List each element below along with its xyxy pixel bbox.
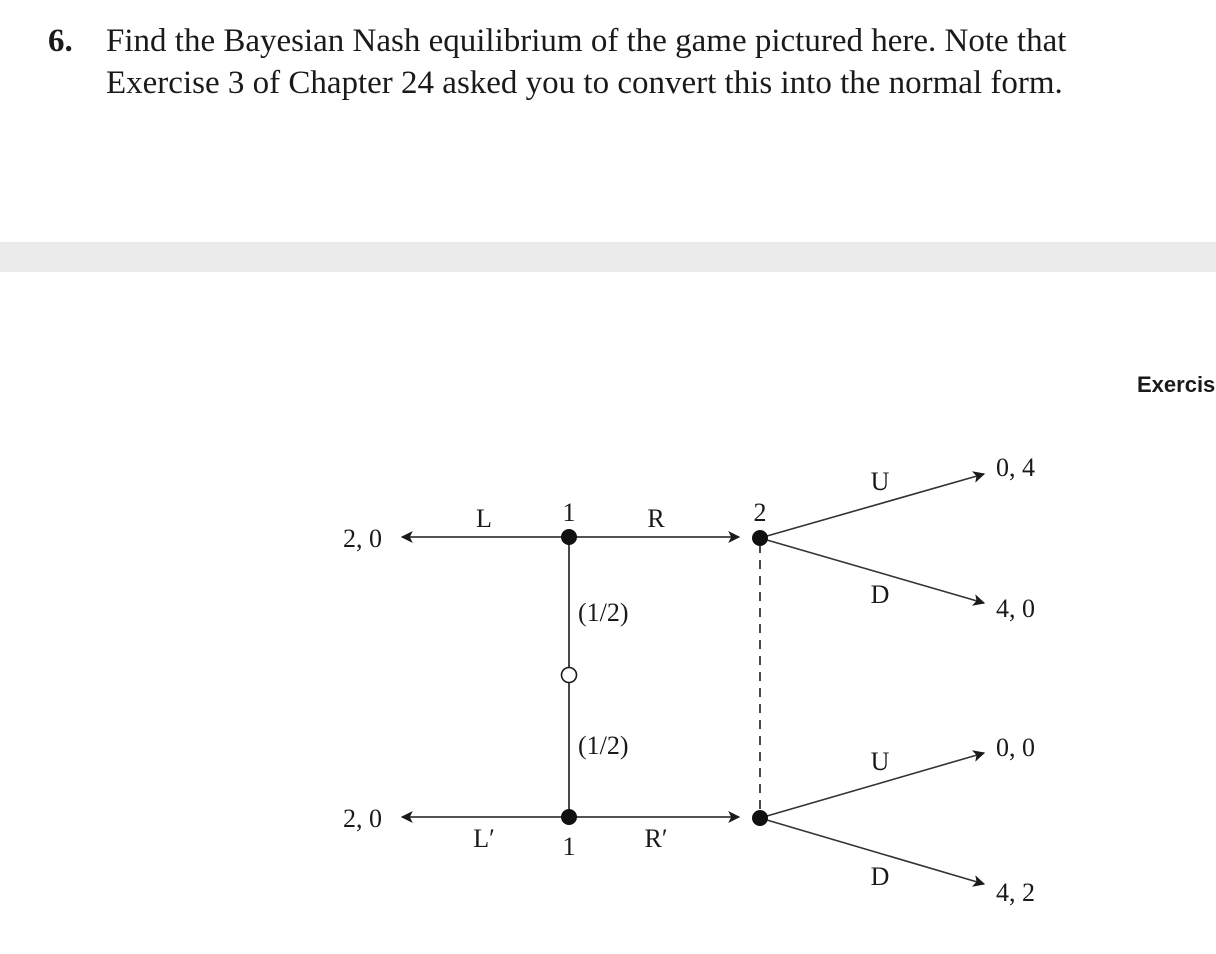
decision-node-bottom-player2	[752, 810, 768, 826]
nature-node	[562, 668, 577, 683]
action-label-bottom-right: R′	[644, 824, 668, 853]
action-label-p2-bottom-up: U	[870, 747, 890, 776]
decision-node-bottom-player1	[561, 809, 577, 825]
problem-line-2: Exercise 3 of Chapter 24 asked you to convert this into the normal form.	[106, 65, 1063, 101]
nature-prob-bottom: (1/2)	[578, 731, 629, 760]
problem-line-1: Find the Bayesian Nash equilibrium of the game pictured here. Note that	[106, 23, 1067, 59]
exercise-side-label: Exercis	[1137, 372, 1216, 397]
payoff-top-left: 2, 0	[343, 524, 382, 553]
player-label-top: 1	[562, 498, 576, 527]
action-label-top-right: R	[647, 504, 665, 533]
decision-node-top-player2	[752, 530, 768, 546]
payoff-bottom-down: 4, 2	[996, 878, 1035, 907]
player-label-info-set: 2	[753, 498, 767, 527]
decision-node-top-player1	[561, 529, 577, 545]
action-label-p2-top-down: D	[870, 580, 890, 609]
action-label-top-left: L	[476, 504, 492, 533]
payoff-top-down: 4, 0	[996, 594, 1035, 623]
action-label-bottom-left: L′	[473, 824, 495, 853]
payoff-top-up: 0, 4	[996, 453, 1035, 482]
payoff-bottom-up: 0, 0	[996, 733, 1035, 762]
action-label-p2-bottom-down: D	[870, 862, 890, 891]
action-label-p2-top-up: U	[870, 467, 890, 496]
player-label-bottom: 1	[562, 832, 576, 861]
payoff-bottom-left: 2, 0	[343, 804, 382, 833]
nature-prob-top: (1/2)	[578, 598, 629, 627]
problem-number: 6.	[48, 23, 73, 59]
